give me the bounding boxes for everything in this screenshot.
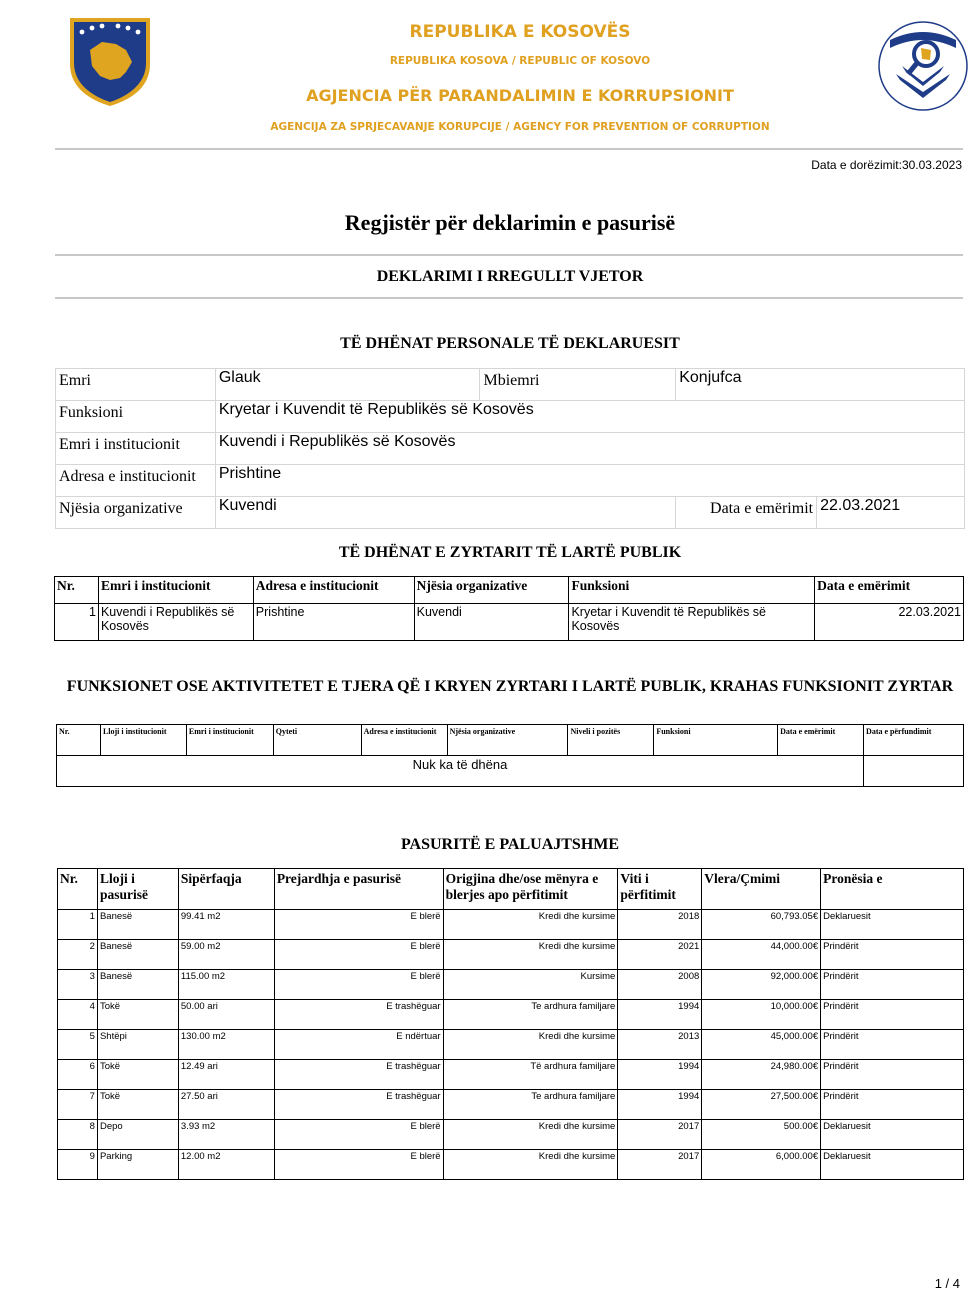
- official-header-row: [55, 577, 964, 604]
- assets-cell-source: Kredi dhe kursime: [443, 940, 618, 970]
- assets-cell-year: 1994: [618, 1060, 702, 1090]
- official-cell-function: Kryetar i Kuvendit të Republikës së Kosovës: [569, 604, 815, 641]
- other-col-function: Funksioni: [654, 725, 778, 756]
- surname-value: Konjufca: [676, 369, 965, 401]
- assets-cell-year: 2017: [618, 1150, 702, 1180]
- assets-cell-nr: 3: [58, 970, 98, 1000]
- assets-cell-origin: E trashëguar: [274, 1000, 443, 1030]
- other-col-nr: Nr.: [57, 725, 101, 756]
- assets-cell-year: 2013: [618, 1030, 702, 1060]
- assets-col-value: Vlera/Çmimi: [702, 869, 821, 910]
- other-col-city: Qyteti: [273, 725, 361, 756]
- personal-data-grid: [55, 368, 965, 529]
- personal-data-heading: TË DHËNAT PERSONALE TË DEKLARUESIT: [340, 335, 680, 352]
- assets-cell-owner: Prindërit: [821, 1090, 964, 1120]
- assets-col-year: Viti i përfitimit: [618, 869, 702, 910]
- assets-cell-origin: E trashëguar: [274, 1060, 443, 1090]
- assets-cell-source: Te ardhura familjare: [443, 1000, 618, 1030]
- assets-cell-owner: Prindërit: [821, 970, 964, 1000]
- assets-cell-value: 500.00€: [702, 1120, 821, 1150]
- assets-cell-nr: 4: [58, 1000, 98, 1030]
- other-col-type: Lloji i institucionit: [100, 725, 186, 756]
- assets-cell-type: Banesë: [97, 970, 178, 1000]
- table-row: [57, 756, 964, 787]
- subtitle-divider: [55, 297, 963, 299]
- official-cell-address: Prishtine: [253, 604, 414, 641]
- other-col-end: Data e përfundimit: [864, 725, 964, 756]
- submission-date: Data e dorëzimit:30.03.2023: [811, 158, 962, 172]
- table-row: [58, 1150, 964, 1180]
- assets-cell-nr: 7: [58, 1090, 98, 1120]
- assets-cell-source: Kredi dhe kursime: [443, 1120, 618, 1150]
- assets-cell-origin: E blerë: [274, 910, 443, 940]
- table-row: [55, 604, 964, 641]
- assets-cell-nr: 6: [58, 1060, 98, 1090]
- header-republic-translations: REPUBLIKA KOSOVA / REPUBLIC OF KOSOVO: [389, 55, 651, 67]
- unit-label: Njësia organizative: [56, 497, 216, 529]
- official-cell-appointment: 22.03.2021: [815, 604, 964, 641]
- other-activities-heading: FUNKSIONET OSE AKTIVITETET E TJERA QË I KRYEN ZYRTARI I LARTË PUBLIK, KRAHAS FUNKSIONIT ZYRTAR: [66, 678, 954, 695]
- assets-cell-year: 2021: [618, 940, 702, 970]
- table-row: [58, 1090, 964, 1120]
- assets-col-origin: Prejardhja e pasurisë: [274, 869, 443, 910]
- assets-cell-value: 92,000.00€: [702, 970, 821, 1000]
- assets-cell-origin: E blerë: [274, 970, 443, 1000]
- assets-col-type: Lloji i pasurisë: [97, 869, 178, 910]
- other-activities-table: [56, 724, 964, 787]
- personal-row-name: [56, 369, 965, 401]
- table-row: [58, 910, 964, 940]
- assets-cell-year: 2018: [618, 910, 702, 940]
- assets-cell-owner: Prindërit: [821, 940, 964, 970]
- assets-cell-owner: Deklaruesit: [821, 910, 964, 940]
- assets-table: [57, 868, 964, 1180]
- table-row: [58, 1120, 964, 1150]
- assets-cell-value: 27,500.00€: [702, 1090, 821, 1120]
- table-row: [58, 1030, 964, 1060]
- assets-cell-owner: Deklaruesit: [821, 1120, 964, 1150]
- personal-row-address: [56, 465, 965, 497]
- function-value: Kryetar i Kuvendit të Republikës së Kosovës: [215, 401, 964, 433]
- appointment-label: Data e emërimit: [676, 497, 817, 529]
- assets-cell-area: 3.93 m2: [178, 1120, 274, 1150]
- assets-col-nr: Nr.: [58, 869, 98, 910]
- official-col-institution: Emri i institucionit: [98, 577, 253, 604]
- assets-cell-source: Kursime: [443, 970, 618, 1000]
- assets-cell-origin: E ndërtuar: [274, 1030, 443, 1060]
- header-divider: [55, 148, 963, 150]
- assets-cell-area: 99.41 m2: [178, 910, 274, 940]
- assets-cell-type: Depo: [97, 1120, 178, 1150]
- assets-cell-value: 60,793.05€: [702, 910, 821, 940]
- appointment-value: 22.03.2021: [817, 497, 965, 529]
- assets-cell-type: Tokë: [97, 1000, 178, 1030]
- personal-row-institution: [56, 433, 965, 465]
- assets-cell-area: 12.00 m2: [178, 1150, 274, 1180]
- official-cell-institution: Kuvendi i Republikës së Kosovës: [98, 604, 253, 641]
- assets-cell-origin: E trashëguar: [274, 1090, 443, 1120]
- assets-cell-origin: E blerë: [274, 940, 443, 970]
- assets-cell-nr: 8: [58, 1120, 98, 1150]
- surname-label: Mbiemri: [480, 369, 676, 401]
- assets-col-source: Origjina dhe/ose mënyra e blerjes apo përfitimit: [443, 869, 618, 910]
- assets-cell-area: 50.00 ari: [178, 1000, 274, 1030]
- assets-cell-source: Te ardhura familjare: [443, 1090, 618, 1120]
- table-row: [58, 1060, 964, 1090]
- assets-cell-value: 45,000.00€: [702, 1030, 821, 1060]
- assets-cell-value: 24,980.00€: [702, 1060, 821, 1090]
- function-label: Funksioni: [56, 401, 216, 433]
- assets-cell-origin: E blerë: [274, 1150, 443, 1180]
- assets-cell-owner: Prindërit: [821, 1030, 964, 1060]
- official-col-address: Adresa e institucionit: [253, 577, 414, 604]
- other-col-unit: Njësia organizative: [447, 725, 568, 756]
- assets-cell-value: 6,000.00€: [702, 1150, 821, 1180]
- other-col-level: Niveli i pozitës: [568, 725, 654, 756]
- table-row: [58, 970, 964, 1000]
- assets-cell-type: Banesë: [97, 910, 178, 940]
- assets-cell-year: 2017: [618, 1120, 702, 1150]
- assets-cell-nr: 2: [58, 940, 98, 970]
- unit-value: Kuvendi: [215, 497, 675, 529]
- other-empty-message: Nuk ka të dhëna: [57, 756, 864, 787]
- assets-col-owner: Pronësia e: [821, 869, 964, 910]
- personal-row-unit: [56, 497, 965, 529]
- assets-cell-nr: 9: [58, 1150, 98, 1180]
- assets-cell-nr: 1: [58, 910, 98, 940]
- assets-cell-year: 2008: [618, 970, 702, 1000]
- name-value: Glauk: [215, 369, 480, 401]
- assets-cell-area: 115.00 m2: [178, 970, 274, 1000]
- assets-cell-year: 1994: [618, 1000, 702, 1030]
- assets-cell-nr: 5: [58, 1030, 98, 1060]
- header-agency-translations: AGENCIJA ZA SPRJECAVANJE KORUPCIJE / AGENCY FOR PREVENTION OF CORRUPTION: [270, 121, 770, 133]
- assets-cell-area: 12.49 ari: [178, 1060, 274, 1090]
- personal-row-function: [56, 401, 965, 433]
- assets-cell-source: Kredi dhe kursime: [443, 1030, 618, 1060]
- table-row: [58, 1000, 964, 1030]
- address-label: Adresa e institucionit: [56, 465, 216, 497]
- assets-cell-area: 130.00 m2: [178, 1030, 274, 1060]
- page-title: Regjistër për deklarimin e pasurisë: [344, 210, 676, 235]
- other-header-row: [57, 725, 964, 756]
- assets-cell-owner: Prindërit: [821, 1060, 964, 1090]
- page-number: 1 / 4: [934, 1276, 960, 1291]
- assets-cell-source: Kredi dhe kursime: [443, 1150, 618, 1180]
- official-data-heading: TË DHËNAT E ZYRTARIT TË LARTË PUBLIK: [338, 544, 682, 561]
- address-value: Prishtine: [215, 465, 964, 497]
- official-col-function: Funksioni: [569, 577, 815, 604]
- assets-cell-type: Parking: [97, 1150, 178, 1180]
- assets-cell-area: 59.00 m2: [178, 940, 274, 970]
- assets-heading: PASURITË E PALUAJTSHME: [400, 836, 620, 853]
- assets-cell-type: Tokë: [97, 1060, 178, 1090]
- assets-cell-value: 44,000.00€: [702, 940, 821, 970]
- assets-cell-owner: Deklaruesit: [821, 1150, 964, 1180]
- name-label: Emri: [56, 369, 216, 401]
- institution-label: Emri i institucionit: [56, 433, 216, 465]
- official-col-nr: Nr.: [55, 577, 99, 604]
- assets-cell-owner: Prindërit: [821, 1000, 964, 1030]
- assets-cell-source: Kredi dhe kursime: [443, 910, 618, 940]
- other-col-institution: Emri i institucionit: [186, 725, 273, 756]
- declaration-type: DEKLARIMI I RREGULLT VJETOR: [376, 268, 644, 285]
- other-col-appointment: Data e emërimit: [778, 725, 864, 756]
- official-cell-unit: Kuvendi: [414, 604, 569, 641]
- assets-cell-type: Shtëpi: [97, 1030, 178, 1060]
- header-republic: REPUBLIKA E KOSOVËS: [409, 22, 631, 42]
- official-col-unit: Njësia organizative: [414, 577, 569, 604]
- assets-cell-origin: E blerë: [274, 1120, 443, 1150]
- title-divider: [55, 254, 963, 256]
- assets-cell-source: Të ardhura familjare: [443, 1060, 618, 1090]
- official-col-appointment: Data e emërimit: [815, 577, 964, 604]
- assets-cell-year: 1994: [618, 1090, 702, 1120]
- assets-col-area: Sipërfaqja: [178, 869, 274, 910]
- official-data-table: [54, 576, 964, 641]
- assets-cell-value: 10,000.00€: [702, 1000, 821, 1030]
- other-col-address: Adresa e institucionit: [361, 725, 447, 756]
- institution-value: Kuvendi i Republikës së Kosovës: [215, 433, 964, 465]
- assets-header-row: [58, 869, 964, 910]
- other-empty-cell: [864, 756, 964, 787]
- header-agency: AGJENCIA PËR PARANDALIMIN E KORRUPSIONIT: [306, 86, 734, 105]
- official-cell-nr: 1: [55, 604, 99, 641]
- table-row: [58, 940, 964, 970]
- assets-rows: [58, 910, 964, 1180]
- assets-cell-type: Banesë: [97, 940, 178, 970]
- assets-cell-type: Tokë: [97, 1090, 178, 1120]
- assets-cell-area: 27.50 ari: [178, 1090, 274, 1120]
